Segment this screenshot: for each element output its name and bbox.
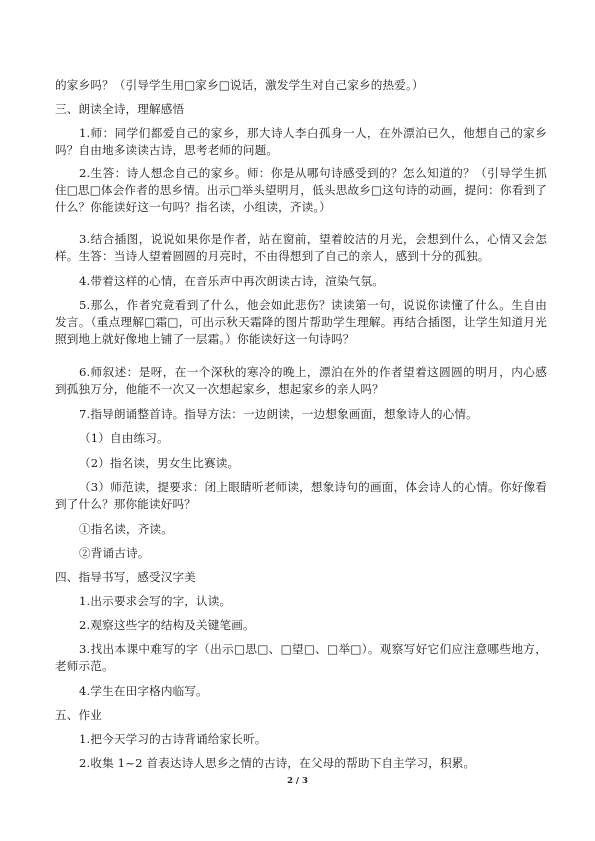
paragraph-homework-2: 2.收集 1~2 首表达诗人思乡之情的古诗，在父母的帮助下自主学习，积累。 bbox=[79, 756, 476, 770]
section-heading-writing: 四、指导书写，感受汉字美 bbox=[55, 570, 196, 584]
paragraph-writing-4: 4.学生在田字格内临写。 bbox=[79, 684, 208, 698]
paragraph-step-3: 3.结合插图，说说如果你是作者，站在窗前，望着皎洁的月光，会想到什么，心情又会怎样。生答：当诗人望着圆圆的月亮时，不由得想到了自己的亲人，感到十分的孤独。 bbox=[55, 232, 547, 263]
list-item-name-read: （2）指名读，男女生比赛读。 bbox=[79, 456, 240, 470]
section-heading-homework: 五、作业 bbox=[55, 708, 102, 722]
list-item-practice: （1）自由练习。 bbox=[79, 431, 169, 445]
paragraph-writing-3: 3.找出本课中难写的字（出示□思□、□望□、□举□）。观察写好它们应注意哪些地方，老师示范。 bbox=[55, 642, 547, 673]
list-item-recite: ②背诵古诗。 bbox=[79, 546, 150, 560]
paragraph-intro-tail: 的家乡吗？（引导学生用□家乡□说话，激发学生对自己家乡的热爱。） bbox=[55, 78, 424, 92]
paragraph-step-1: 1.师：同学们都爱自己的家乡，那大诗人李白孤身一人，在外漂泊已久，他想自己的家乡吗？自由地多读读古诗，思考老师的问题。 bbox=[55, 126, 547, 157]
paragraph-writing-1: 1.出示要求会写的字，认读。 bbox=[79, 594, 232, 608]
paragraph-step-5: 5.那么，作者究竟看到了什么，他会如此悲伤？读读第一句，说说你读懂了什么。生自由发言。（重点理解□霜□，可出示秋天霜降的图片帮助学生理解。再结合插图，让学生知道月光照到地上就好像地上铺了一层霜。）你能读好这一句诗吗？ bbox=[55, 298, 547, 346]
paragraph-step-2: 2.生答：诗人想念自己的家乡。师：你是从哪句诗感受到的？怎么知道的？（引导学生抓住□思□体会作者的思乡情。出示□举头望明月，低头思故乡□这句诗的动画，提问：你看到了什么？你能读好这一句吗？指名读，小组读，齐读。） bbox=[55, 166, 547, 214]
paragraph-step-4: 4.带着这样的心情，在音乐声中再次朗读古诗，渲染气氛。 bbox=[79, 274, 384, 288]
paragraph-step-7: 7.指导朗诵整首诗。指导方法：一边朗读，一边想象画面，想象诗人的心情。 bbox=[79, 407, 478, 421]
paragraph-step-6: 6.师叙述：是呀，在一个深秋的寒冷的晚上，漂泊在外的作者望着这圆圆的明月，内心感到孤独万分，他能不一次又一次想起家乡，想起家乡的亲人吗？ bbox=[55, 365, 547, 396]
paragraph-homework-1: 1.把今天学习的古诗背诵给家长听。 bbox=[79, 732, 267, 746]
section-heading-read-poem: 三、朗读全诗，理解感悟 bbox=[55, 102, 185, 116]
list-item-teacher-read: （3）师范读，提要求：闭上眼睛听老师读，想象诗句的画面，体会诗人的心情。你好像看到了什么？那你能读好吗？ bbox=[55, 480, 547, 511]
page-number: 2 / 3 bbox=[287, 776, 308, 786]
paragraph-writing-2: 2.观察这些字的结构及关键笔画。 bbox=[79, 618, 255, 632]
list-item-class-read: ①指名读，齐读。 bbox=[79, 522, 173, 536]
